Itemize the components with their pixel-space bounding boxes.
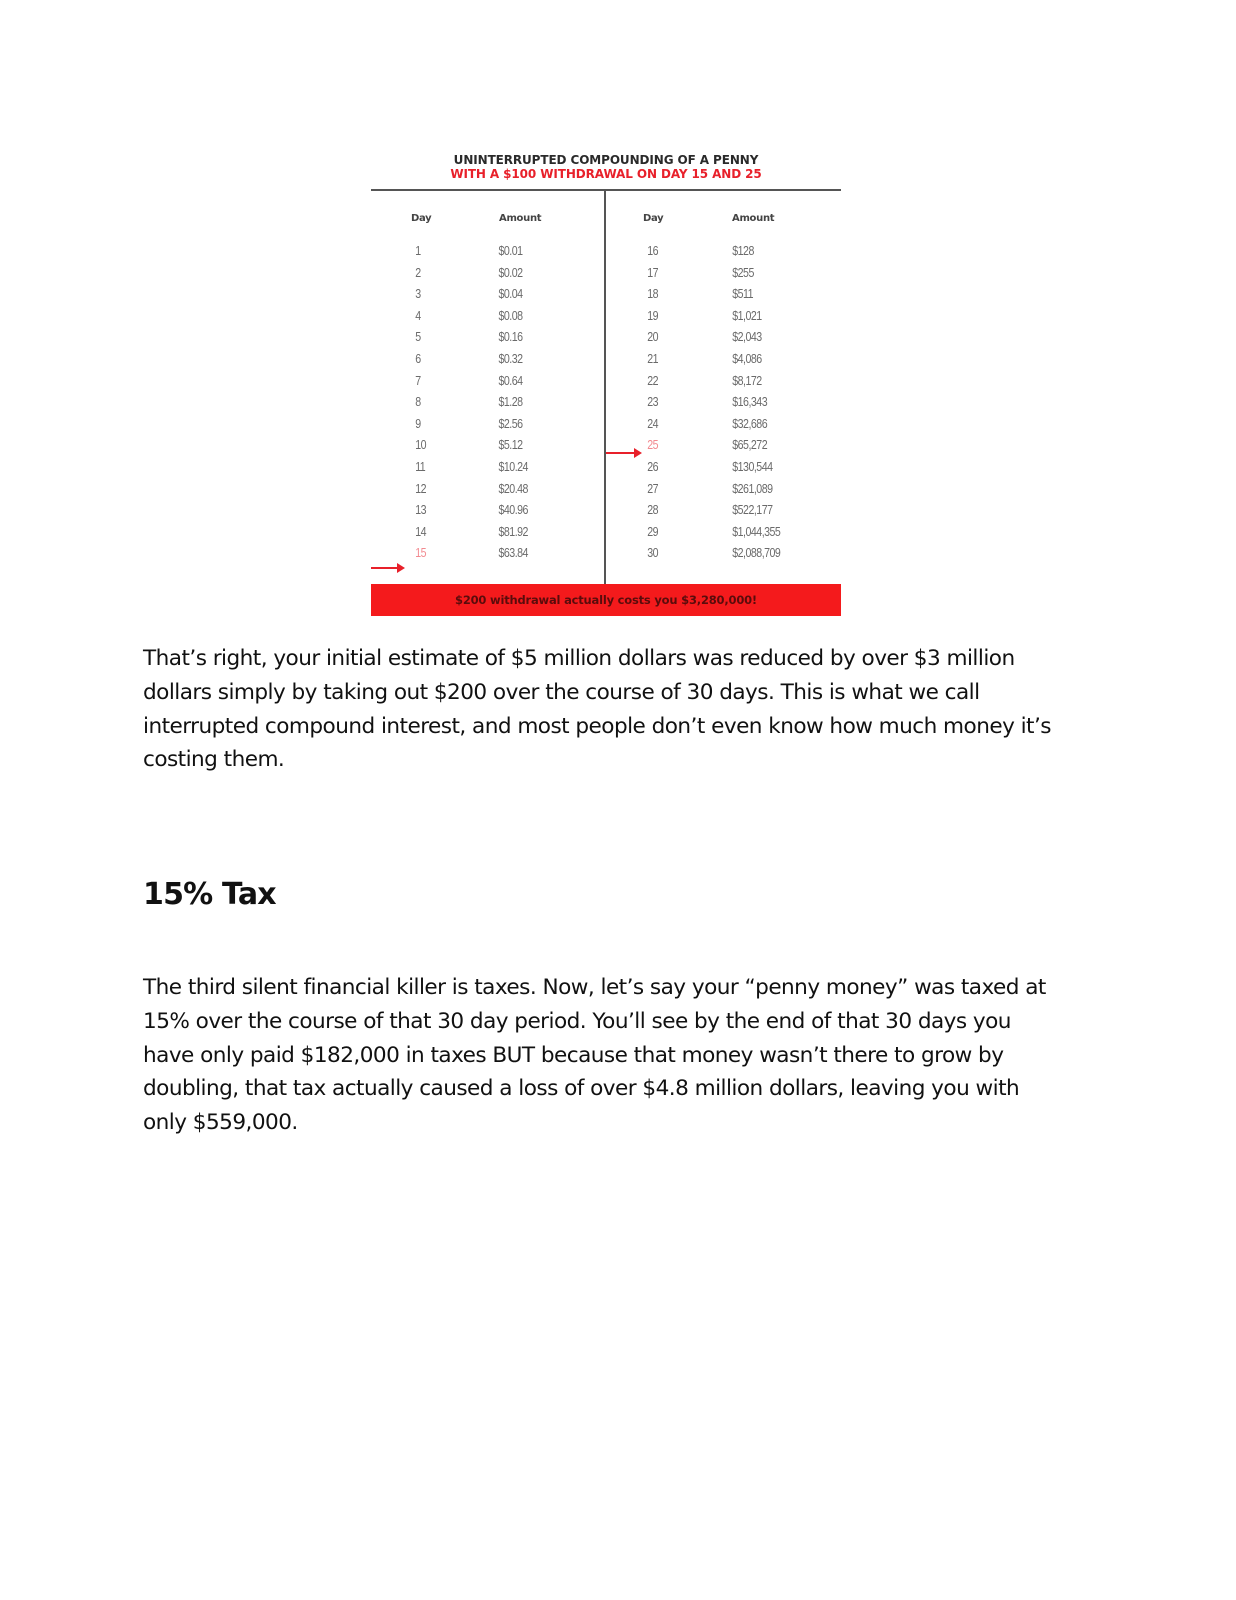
right-amount-header: Amount — [732, 213, 775, 224]
day-cell: 13 — [415, 503, 427, 518]
day-cell: 18 — [647, 287, 659, 302]
amount-cell: $0.64 — [498, 373, 523, 388]
amount-cell: $0.08 — [498, 308, 523, 323]
day-cell: 20 — [647, 330, 659, 345]
day-cell: 12 — [415, 481, 427, 496]
section-heading-tax: 15% Tax — [143, 877, 276, 912]
withdrawal-cost-banner — [371, 584, 841, 616]
day-cell: 21 — [647, 352, 659, 366]
banner-text: $200 withdrawal actually costs you $3,280,000! — [455, 593, 757, 607]
amount-cell: $4,086 — [732, 352, 762, 366]
day-cell: 11 — [415, 460, 426, 474]
left-day-header: Day — [411, 213, 432, 224]
amount-cell: $32,686 — [732, 416, 768, 431]
day-cell: 14 — [415, 524, 427, 539]
day-cell: 15 — [415, 546, 427, 561]
amount-cell: $511 — [732, 287, 754, 302]
amount-cell: $255 — [732, 265, 754, 280]
day-cell: 1 — [415, 244, 421, 258]
day-cell: 23 — [647, 395, 659, 410]
right-day-header: Day — [643, 213, 664, 224]
amount-cell: $1,021 — [732, 308, 762, 323]
day-cell: 5 — [415, 330, 421, 345]
table-top-rule — [371, 189, 841, 191]
day-cell: 8 — [415, 395, 421, 410]
amount-cell: $2,043 — [732, 330, 762, 345]
day-cell: 10 — [415, 438, 427, 453]
figure-title: UNINTERRUPTED COMPOUNDING OF A PENNY — [453, 153, 759, 167]
amount-cell: $20.48 — [498, 481, 528, 496]
paragraph-taxes: The third silent financial killer is taxes. Now, let’s say your “penny money” was taxed at 15% over the course of that 30 day period. You’ll see by the end of that 30 days you have only paid $182,000 in taxes BUT because that money wasn’t there to grow by doubling, that tax actually caused a loss of over $4.8 million dollars, leaving you with only $559,000. — [143, 975, 1046, 1136]
paragraph-interrupted-compounding: That’s right, your initial estimate of $5 million dollars was reduced by over $3 million dollars simply by taking out $200 over the course of 30 days. This is what we call interrupted compound interest, and most people don’t even know how much money it’s costing them. — [143, 646, 1051, 773]
compounding-table-figure — [371, 146, 841, 624]
day-cell: 29 — [647, 524, 659, 539]
day-cell: 3 — [415, 287, 421, 302]
amount-cell: $1,044,355 — [732, 524, 781, 539]
amount-cell: $0.32 — [498, 352, 523, 366]
left-amount-header: Amount — [499, 213, 542, 224]
amount-cell: $65,272 — [732, 438, 768, 453]
amount-cell: $5.12 — [498, 438, 523, 453]
amount-cell: $40.96 — [498, 503, 528, 518]
amount-cell: $63.84 — [498, 546, 528, 561]
day-cell: 26 — [647, 460, 659, 474]
amount-cell: $81.92 — [498, 524, 528, 539]
figure-subtitle: WITH A $100 WITHDRAWAL ON DAY 15 AND 25 — [450, 167, 762, 181]
day-cell: 22 — [647, 373, 659, 388]
day-cell: 28 — [647, 503, 659, 518]
day-cell: 9 — [415, 416, 421, 431]
amount-cell: $522,177 — [732, 503, 773, 518]
amount-cell: $130,544 — [732, 460, 773, 474]
amount-cell: $16,343 — [732, 395, 768, 410]
day-cell: 6 — [415, 352, 421, 366]
amount-cell: $1.28 — [498, 395, 523, 410]
day-cell: 16 — [647, 244, 659, 258]
amount-cell: $0.16 — [498, 330, 523, 345]
day-cell: 4 — [415, 308, 421, 323]
day-cell: 17 — [647, 265, 659, 280]
day-cell: 30 — [647, 546, 659, 561]
amount-cell: $0.02 — [498, 265, 523, 280]
arrow-day-25-icon — [606, 452, 640, 454]
amount-cell: $10.24 — [498, 460, 528, 474]
day-cell: 25 — [647, 438, 659, 453]
day-cell: 19 — [647, 308, 659, 323]
amount-cell: $0.04 — [498, 287, 523, 302]
amount-cell: $8,172 — [732, 373, 762, 388]
arrow-day-15-icon — [371, 567, 403, 569]
day-cell: 2 — [415, 265, 421, 280]
amount-cell: $261,089 — [732, 481, 773, 496]
table-center-divider — [604, 190, 606, 584]
amount-cell: $0.01 — [498, 244, 523, 258]
amount-cell: $128 — [732, 244, 754, 258]
day-cell: 27 — [647, 481, 659, 496]
day-cell: 7 — [415, 373, 421, 388]
amount-cell: $2.56 — [498, 416, 523, 431]
day-cell: 24 — [647, 416, 659, 431]
amount-cell: $2,088,709 — [732, 546, 781, 561]
